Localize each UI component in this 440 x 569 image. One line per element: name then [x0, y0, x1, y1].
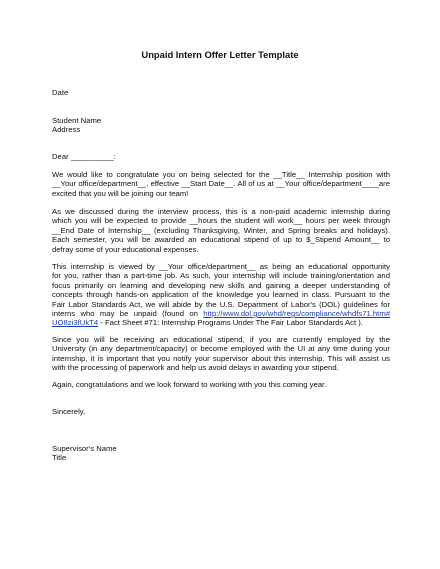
- p3-text-2: as being an educational opportunity: [255, 262, 390, 271]
- p2-line-4: [52, 235, 390, 244]
- p2-line-2: [52, 216, 390, 225]
- paragraph-educational-opportunity: [52, 262, 390, 328]
- p1-text-4: . All of us at: [233, 179, 277, 189]
- p4-line-3: internship, it is important that you notify your supervisor about this internship. This will assist us: [52, 353, 390, 363]
- student-address: Address: [52, 125, 81, 135]
- p3-line-4: concepts through hands-on application of the knowledge you learned in class. Pursuant to the: [52, 290, 390, 300]
- p1-line-1: [52, 170, 390, 179]
- p2-line-1: As we discussed during the interview process, this is a non-paid academic internship during: [52, 207, 390, 216]
- date-line: Date: [52, 88, 69, 97]
- p2-text-2: which you will be expected to provide: [52, 216, 190, 226]
- dol-fact-sheet-link-cont[interactable]: UO8zi3fUkT4: [52, 318, 99, 328]
- field-department-2: __Your office/department____: [276, 179, 379, 189]
- p4-line-1: Since you will be receiving an educational stipend, if you are currently employed by the: [52, 335, 390, 344]
- field-department-3: __Your office/department__: [159, 262, 256, 271]
- p1-line-3: excited that you will be joining our team!: [52, 188, 189, 198]
- field-stipend: _Stipend Amount__: [310, 235, 380, 245]
- paragraph-congratulations: [52, 170, 390, 198]
- p3-text-1: This internship is viewed by: [52, 262, 160, 271]
- document-title: Unpaid Intern Offer Letter Template: [141, 49, 299, 60]
- paragraph-employment-notice: [52, 335, 390, 373]
- p3-line-7: [52, 318, 390, 327]
- p4-line-2: University (in any department/capacity) or become employed with the UI at any time during your: [52, 344, 390, 354]
- p1-line-2: [52, 179, 390, 188]
- salutation-dear: Dear: [52, 152, 69, 161]
- paragraph-internship-terms: [52, 207, 390, 254]
- dol-fact-sheet-link[interactable]: http://www.dol.gov/whd/regs/compliance/whdfs71.htm#: [203, 309, 390, 319]
- p3-line-3: focus primarily on learning and developing new skills and gaining a deeper understanding of: [52, 280, 390, 290]
- p2-line-5: defray some of your educational expenses.: [52, 244, 199, 254]
- p3-line-1: [52, 262, 390, 271]
- field-hours: __hours the student will work__: [189, 216, 303, 226]
- student-name: Student Name: [52, 116, 102, 125]
- p2-line-3: [52, 226, 390, 235]
- p1-text-5: are: [378, 179, 390, 189]
- p4-line-4: with the processing of paperwork and help us avoid delays in awarding your stipend.: [52, 363, 339, 373]
- p2-text-3: hours per week through: [302, 216, 390, 226]
- signature-block: [52, 444, 390, 463]
- recipient-block: [52, 116, 390, 135]
- supervisor-name: Supervisor's Name: [52, 444, 117, 453]
- p2-text-4: (excluding Thanksgiving, Winter, and Spring breaks and holidays).: [150, 225, 390, 235]
- paragraph-closing-remark: Again, congratulations and we look forward to working with you this coming year.: [52, 380, 327, 389]
- p1-text-2: Internship position with: [304, 170, 390, 179]
- field-start-date: __Start Date__: [181, 179, 234, 189]
- supervisor-title: Title: [52, 453, 67, 463]
- p1-text-3: , effective: [146, 179, 182, 189]
- p3-line-2: for you, rather than a part-time job. As such, your internship will include training/orientation and: [52, 271, 390, 281]
- field-end-date: __End Date of Internship__: [52, 225, 151, 235]
- field-department: __Your office/department__: [52, 179, 147, 189]
- p1-text-1: We would like to congratulate you on being selected for the: [52, 170, 274, 179]
- p2-text-6: to: [379, 235, 390, 245]
- salutation-colon: :: [113, 152, 116, 161]
- salutation-blank: __________: [70, 152, 114, 161]
- salutation: [52, 152, 390, 161]
- p2-text-5: Each semester, you will be awarded an educational stipend of up to $: [52, 235, 311, 245]
- p3-line-5: Fair Labor Standards Act, we will abide by the U.S. Department of Labor's (DOL) guidelines for: [52, 299, 390, 309]
- p3-line-6: [52, 309, 390, 318]
- p3-text-8: - Fact Sheet #71: Internship Programs Under The Fair Labor Standards Act ).: [98, 318, 363, 328]
- field-title: __Title__: [273, 170, 305, 179]
- p3-text-7: interns who may be unpaid (found on: [52, 309, 204, 319]
- closing: Sincerely,: [52, 407, 86, 416]
